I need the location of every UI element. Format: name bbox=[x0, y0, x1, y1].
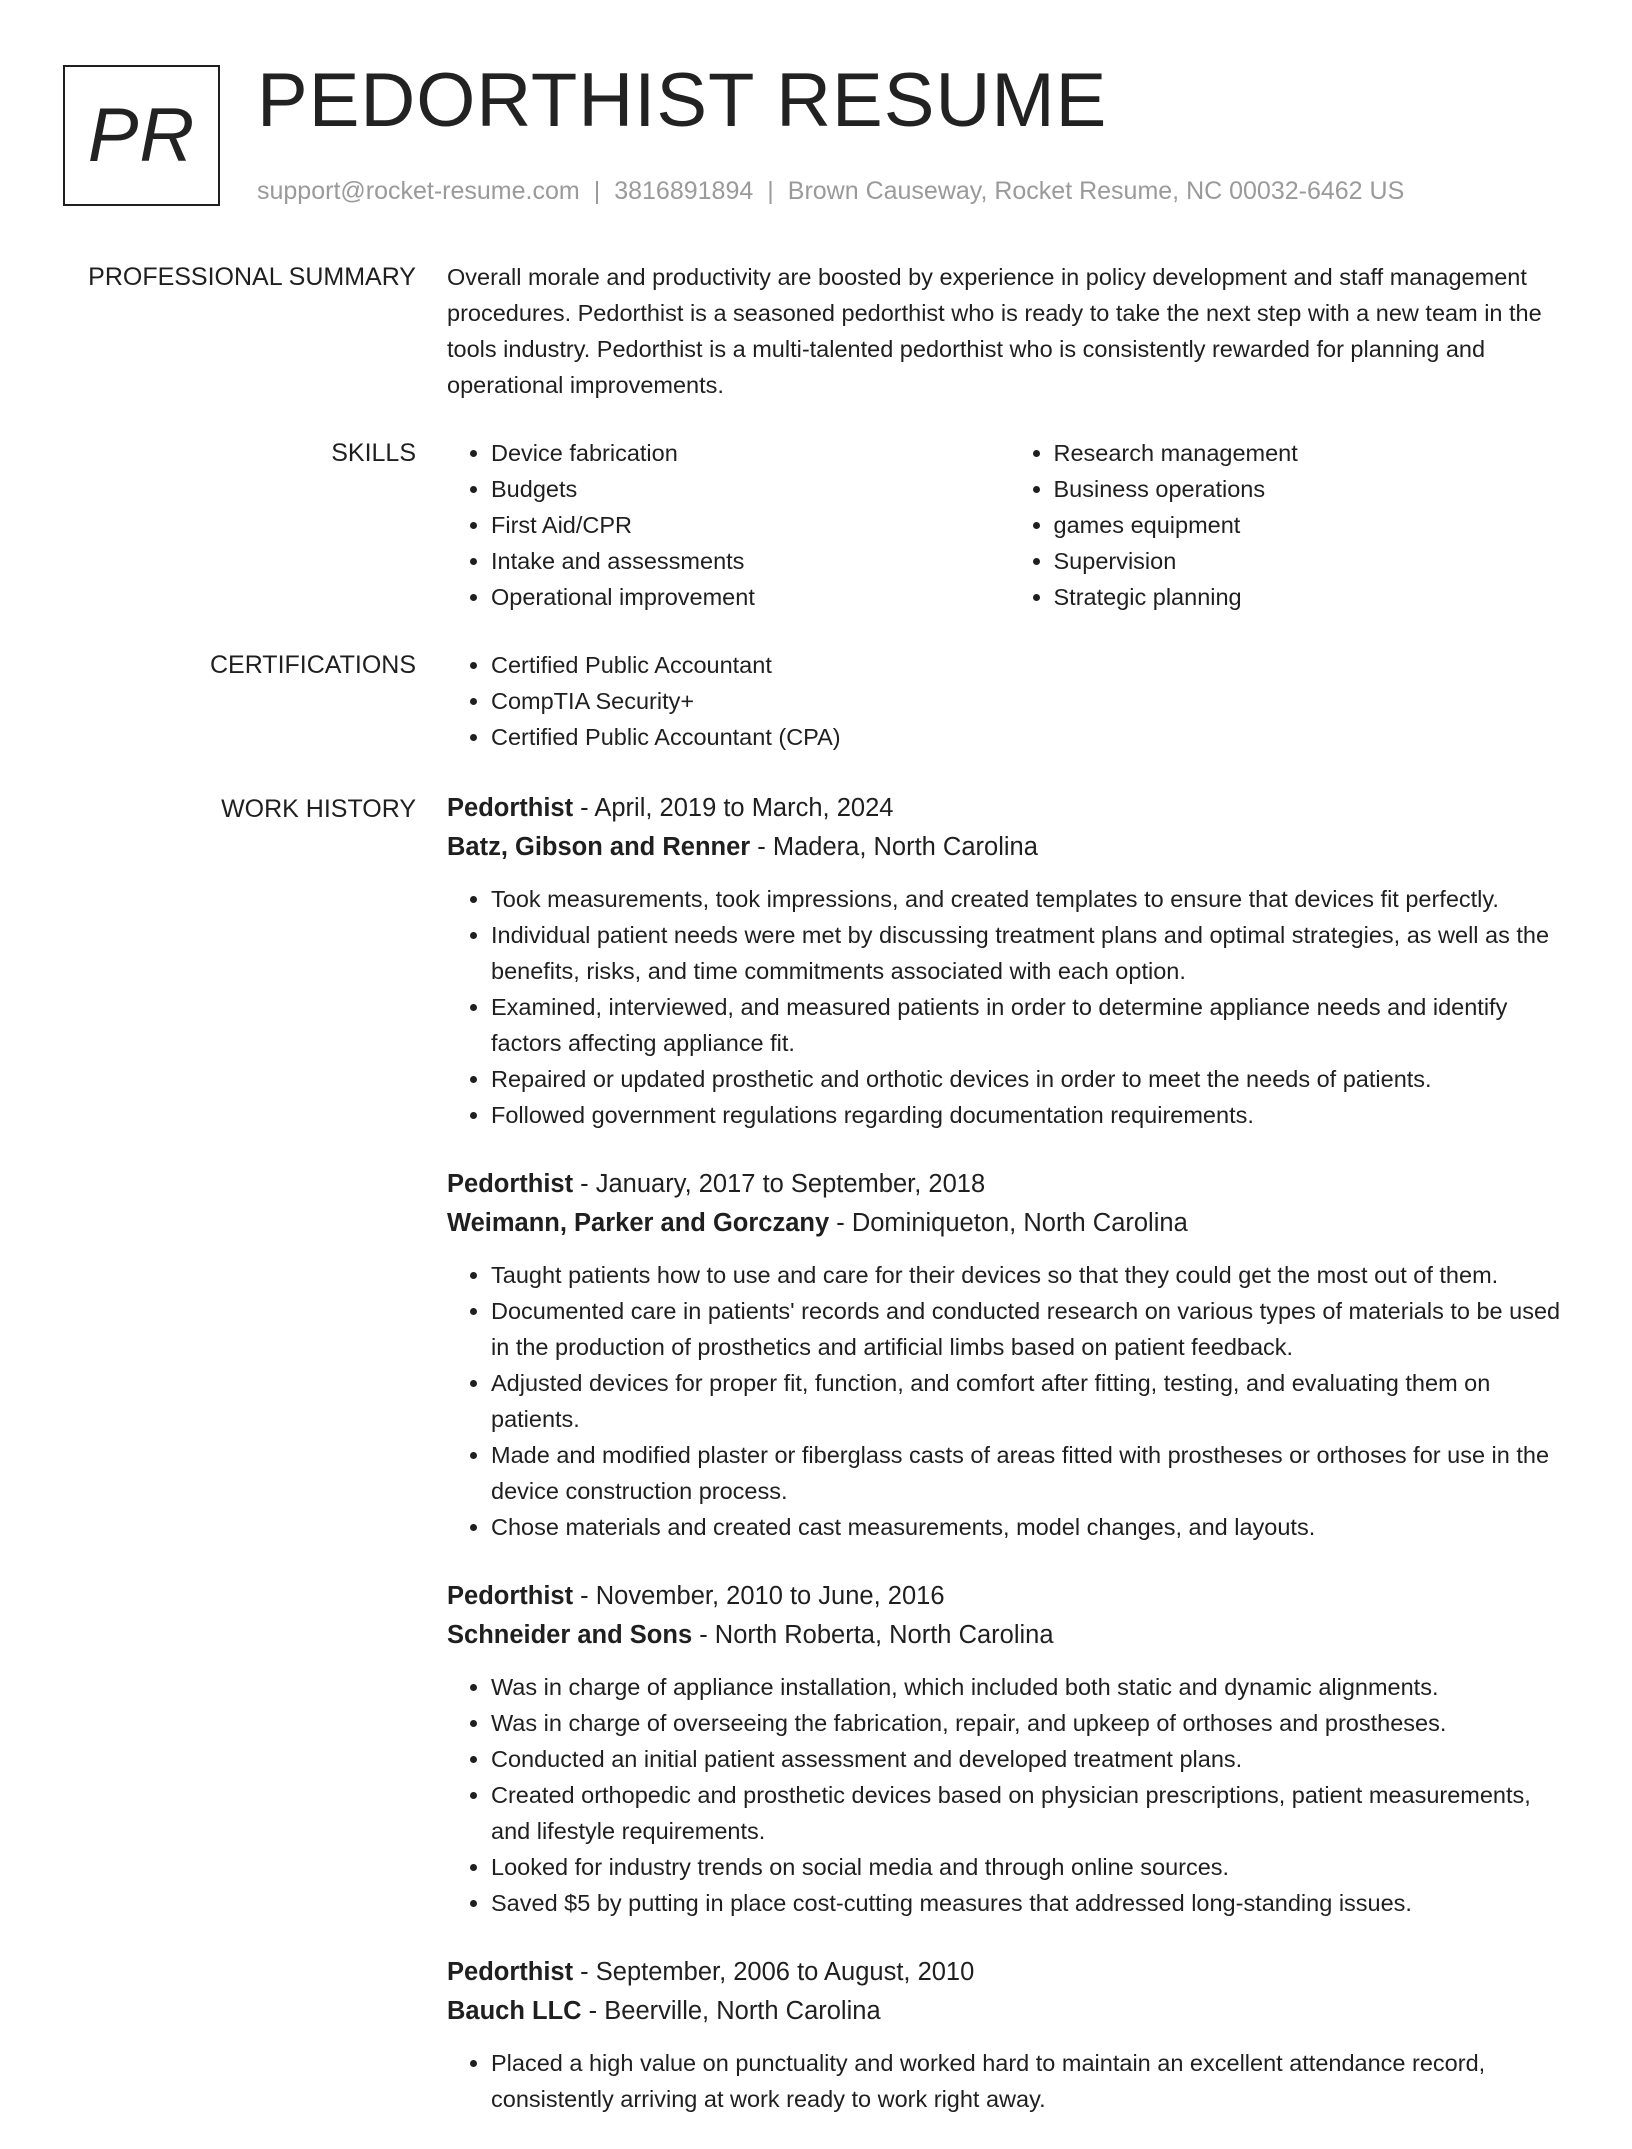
skills-list-col2 bbox=[1010, 435, 1573, 615]
job-company-line bbox=[447, 1992, 1572, 2031]
job-bullet: • Chose materials and created cast measurements, model changes, and layouts. bbox=[491, 1509, 1572, 1545]
job-bullet: • Placed a high value on punctuality and worked hard to maintain an excellent attendance record, consistently arriving at work ready to work right away. bbox=[491, 2045, 1572, 2117]
certification-item: • Certified Public Accountant (CPA) bbox=[491, 719, 1572, 755]
skill-item: • Device fabrication bbox=[491, 435, 1010, 471]
contact-separator: | bbox=[767, 177, 774, 205]
job-title-line bbox=[447, 1165, 1572, 1204]
job-title: Pedorthist bbox=[447, 794, 574, 822]
job-bullet: • Repaired or updated prosthetic and orthotic devices in order to meet the needs of patients. bbox=[491, 1061, 1572, 1097]
job-entry bbox=[447, 1165, 1572, 1545]
job-dates: - April, 2019 to March, 2024 bbox=[573, 794, 894, 822]
skill-item: • Research management bbox=[1054, 435, 1573, 471]
job-bullet: • Followed government regulations regarding documentation requirements. bbox=[491, 1097, 1572, 1133]
skill-item: • Operational improvement bbox=[491, 579, 1010, 615]
contact-phone[interactable]: 3816891894 bbox=[614, 177, 754, 205]
job-entry bbox=[447, 1577, 1572, 1921]
job-title-line bbox=[447, 1953, 1572, 1992]
contact-address: Brown Causeway, Rocket Resume, NC 00032-6462 US bbox=[787, 177, 1405, 205]
job-entry bbox=[447, 1953, 1572, 2117]
job-dates: - January, 2017 to September, 2018 bbox=[573, 1170, 986, 1198]
job-company-line bbox=[447, 828, 1572, 867]
skills-section bbox=[447, 435, 1572, 615]
summary-text: Overall morale and productivity are boosted by experience in policy development and staff management procedures. Pedorthist is a seasoned pedorthist who is ready to take the next step with a new team in the tools industry. Pedorthist is a multi-talented pedorthist who is consistently rewarded for planning and operational improvements. bbox=[447, 264, 1542, 398]
job-bullet: • Looked for industry trends on social media and through online sources. bbox=[491, 1849, 1572, 1885]
contact-separator: | bbox=[593, 177, 601, 205]
job-bullets bbox=[447, 881, 1572, 1133]
job-bullet: • Documented care in patients' records and conducted research on various types of materials to be used in the production of prosthetics and artificial limbs based on patient feedback. bbox=[491, 1293, 1572, 1365]
job-bullet: • Adjusted devices for proper fit, function, and comfort after fitting, testing, and evaluating them on patients. bbox=[491, 1365, 1572, 1437]
certification-item: • CompTIA Security+ bbox=[491, 683, 1572, 719]
certifications-list bbox=[447, 647, 1572, 755]
job-bullets bbox=[447, 1257, 1572, 1545]
job-bullet: • Made and modified plaster or fiberglass casts of areas fitted with prostheses or orthoses for use in the device construction process. bbox=[491, 1437, 1572, 1509]
job-location: - Beerville, North Carolina bbox=[581, 1997, 881, 2025]
job-bullet: • Examined, interviewed, and measured patients in order to determine appliance needs and identify factors affecting appliance fit. bbox=[491, 989, 1572, 1061]
work-history-heading: WORK HISTORY bbox=[221, 795, 416, 823]
job-title-line bbox=[447, 1577, 1572, 1616]
job-title: Pedorthist bbox=[447, 1170, 574, 1198]
summary-section bbox=[447, 259, 1572, 403]
job-company: Schneider and Sons bbox=[447, 1621, 693, 1649]
job-bullets bbox=[447, 2045, 1572, 2117]
skill-item: • Business operations bbox=[1054, 471, 1573, 507]
job-bullet: • Saved $5 by putting in place cost-cutting measures that addressed long-standing issues. bbox=[491, 1885, 1572, 1921]
summary-heading: PROFESSIONAL SUMMARY bbox=[88, 263, 416, 291]
skill-item: • First Aid/CPR bbox=[491, 507, 1010, 543]
job-title: Pedorthist bbox=[447, 1958, 574, 1986]
job-bullet: • Was in charge of appliance installation, which included both static and dynamic alignments. bbox=[491, 1669, 1572, 1705]
page-title: PEDORTHIST RESUME bbox=[257, 58, 1108, 143]
job-company: Weimann, Parker and Gorczany bbox=[447, 1209, 830, 1237]
contact-email[interactable]: support@rocket-resume.com bbox=[257, 177, 580, 205]
skill-item: • Budgets bbox=[491, 471, 1010, 507]
certifications-heading: CERTIFICATIONS bbox=[209, 651, 416, 679]
skill-item: • Intake and assessments bbox=[491, 543, 1010, 579]
job-bullet: • Created orthopedic and prosthetic devices based on physician prescriptions, patient measurements, and lifestyle requirements. bbox=[491, 1777, 1572, 1849]
job-bullet: • Conducted an initial patient assessment and developed treatment plans. bbox=[491, 1741, 1572, 1777]
certifications-section bbox=[447, 647, 1572, 755]
certification-item: • Certified Public Accountant bbox=[491, 647, 1572, 683]
job-bullet: • Was in charge of overseeing the fabrication, repair, and upkeep of orthoses and prostheses. bbox=[491, 1705, 1572, 1741]
job-dates: - September, 2006 to August, 2010 bbox=[573, 1958, 975, 1986]
job-title-line bbox=[447, 789, 1572, 828]
job-bullet: • Took measurements, took impressions, and created templates to ensure that devices fit perfectly. bbox=[491, 881, 1572, 917]
job-title: Pedorthist bbox=[447, 1582, 574, 1610]
skill-item: • games equipment bbox=[1054, 507, 1573, 543]
contact-line bbox=[257, 174, 1404, 208]
skill-item: • Strategic planning bbox=[1054, 579, 1573, 615]
skills-heading: SKILLS bbox=[331, 439, 416, 467]
job-location: - Madera, North Carolina bbox=[750, 833, 1038, 861]
skill-item: • Supervision bbox=[1054, 543, 1573, 579]
job-company: Batz, Gibson and Renner bbox=[447, 833, 751, 861]
job-entry bbox=[447, 789, 1572, 1133]
skills-list-col1 bbox=[447, 435, 1010, 615]
job-company-line bbox=[447, 1204, 1572, 1243]
work-history-section bbox=[447, 789, 1572, 2149]
job-bullet: • Taught patients how to use and care for their devices so that they could get the most out of them. bbox=[491, 1257, 1572, 1293]
job-location: - Dominiqueton, North Carolina bbox=[829, 1209, 1188, 1237]
job-company: Bauch LLC bbox=[447, 1997, 582, 2025]
job-bullets bbox=[447, 1669, 1572, 1921]
job-bullet: • Individual patient needs were met by discussing treatment plans and optimal strategies, as well as the benefits, risks, and time commitments associated with each option. bbox=[491, 917, 1572, 989]
job-dates: - November, 2010 to June, 2016 bbox=[573, 1582, 945, 1610]
job-company-line bbox=[447, 1616, 1572, 1655]
job-location: - North Roberta, North Carolina bbox=[692, 1621, 1054, 1649]
initials-monogram: PR bbox=[63, 65, 220, 206]
